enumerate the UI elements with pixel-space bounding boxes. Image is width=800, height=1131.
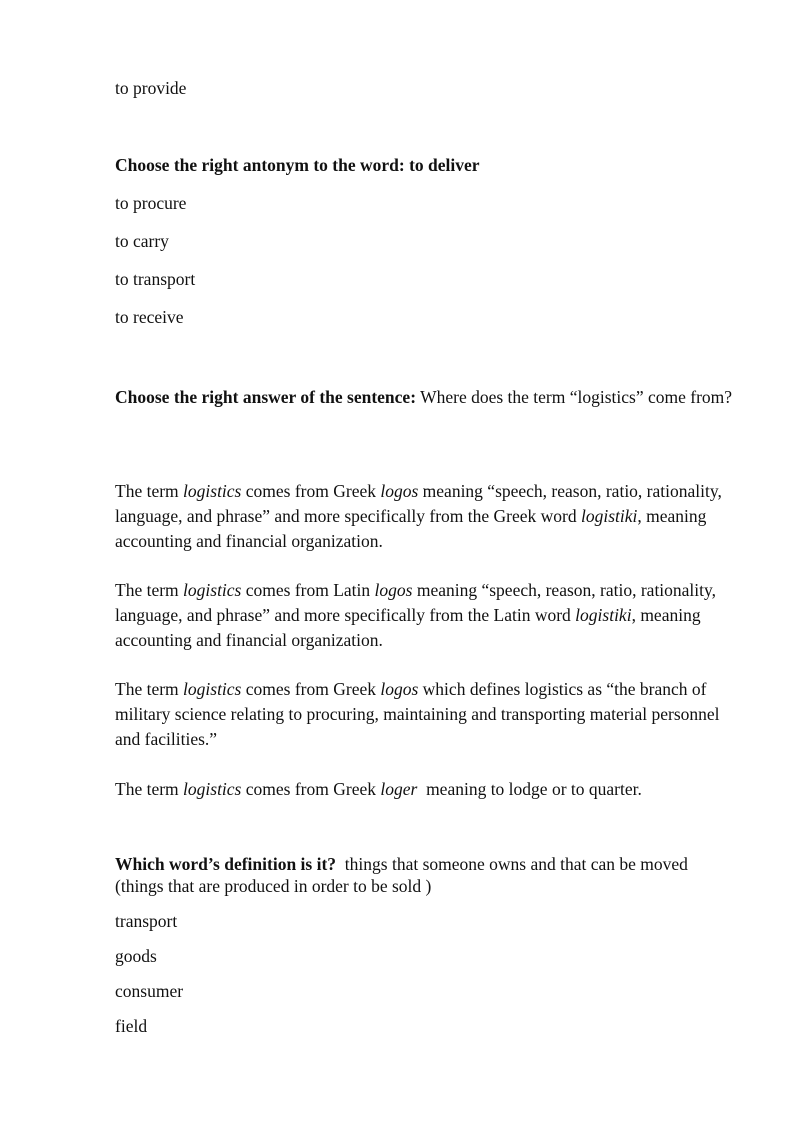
question-title (115, 853, 740, 897)
question-label: Choose the right answer of the sentence: (115, 387, 417, 407)
answer-option: to provide (115, 78, 187, 98)
answer-option: transport (115, 911, 178, 931)
answer-paragraph: The term logistics comes from Greek logos which defines logistics as “the branch of military science relating to procuring, maintaining and transporting material personnel and facilities.” (115, 679, 720, 749)
answer-option: to receive (115, 307, 184, 327)
answer-option: to transport (115, 269, 196, 289)
answer-option: to procure (115, 193, 187, 213)
answer-option: field (115, 1016, 148, 1036)
answer-option: consumer (115, 981, 184, 1001)
question-label: Which word’s definition is it? (115, 854, 337, 874)
answer-option: to carry (115, 231, 169, 251)
answer-paragraph: The term logistics comes from Greek loger meaning to lodge or to quarter. (115, 779, 642, 799)
question-title (115, 381, 740, 413)
answer-paragraph: The term logistics comes from Greek logos meaning “speech, reason, ratio, rationality, language, and phrase” and more specifically from the Greek word logistiki, meaning accounting and financial organization. (115, 481, 722, 551)
question-title (115, 155, 480, 175)
question-text: Where does the term “logistics” come from? (416, 387, 733, 407)
question-label: Choose the right antonym to the word: to deliver (115, 155, 480, 175)
answer-paragraph: The term logistics comes from Latin logos meaning “speech, reason, ratio, rationality, language, and phrase” and more specifically from the Latin word logistiki, meaning accounting and financial organization. (115, 580, 717, 650)
question-text: things that someone owns and that can be moved (things that are produced in order to be sold ) (115, 854, 693, 896)
answer-option: goods (115, 946, 157, 966)
